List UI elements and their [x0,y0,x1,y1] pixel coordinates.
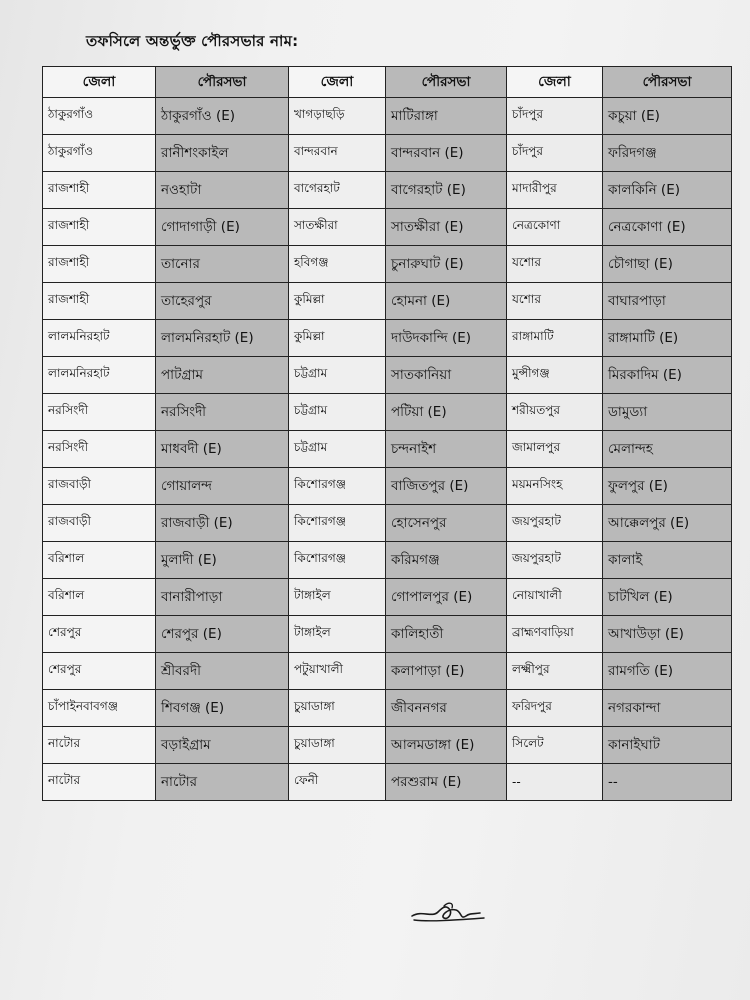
municipality-cell: গোয়ালন্দ [156,468,289,505]
district-cell: কিশোরগঞ্জ [289,468,386,505]
district-cell: পটুয়াখালী [289,653,386,690]
municipality-cell: কালকিনি (E) [603,172,732,209]
municipality-table [42,66,732,801]
municipality-cell: আখাউড়া (E) [603,616,732,653]
district-cell: রাজবাড়ী [43,468,156,505]
district-cell: রাজশাহী [43,172,156,209]
municipality-cell: কানাইঘাট [603,727,732,764]
table-row [43,579,732,616]
district-cell: কিশোরগঞ্জ [289,505,386,542]
header-municipality-2: পৌরসভা [386,67,507,98]
municipality-cell: কালাই [603,542,732,579]
district-cell: হবিগঞ্জ [289,246,386,283]
district-cell: ব্রাহ্মণবাড়িয়া [507,616,603,653]
municipality-cell: পরশুরাম (E) [386,764,507,801]
district-cell: মাদারীপুর [507,172,603,209]
municipality-cell: শিবগঞ্জ (E) [156,690,289,727]
municipality-cell: মাধবদী (E) [156,431,289,468]
district-cell: রাজশাহী [43,246,156,283]
table-row [43,690,732,727]
district-cell: কুমিল্লা [289,320,386,357]
district-cell: নাটোর [43,727,156,764]
table-row [43,357,732,394]
district-cell: জয়পুরহাট [507,505,603,542]
district-cell: লক্ষ্মীপুর [507,653,603,690]
district-cell: -- [507,764,603,801]
municipality-cell: কলাপাড়া (E) [386,653,507,690]
municipality-cell: আলমডাঙ্গা (E) [386,727,507,764]
municipality-cell: নওহাটা [156,172,289,209]
district-cell: জামালপুর [507,431,603,468]
table-row [43,505,732,542]
district-cell: ঠাকুরগাঁও [43,135,156,172]
district-cell: ঠাকুরগাঁও [43,98,156,135]
district-cell: খাগড়াছড়ি [289,98,386,135]
municipality-cell: সাতক্ষীরা (E) [386,209,507,246]
municipality-cell: নগরকান্দা [603,690,732,727]
district-cell: শেরপুর [43,616,156,653]
district-cell: কিশোরগঞ্জ [289,542,386,579]
municipality-cell: গোপালপুর (E) [386,579,507,616]
table-row [43,135,732,172]
municipality-cell: ফুলপুর (E) [603,468,732,505]
municipality-cell: সাতকানিয়া [386,357,507,394]
municipality-cell: ঠাকুরগাঁও (E) [156,98,289,135]
municipality-cell: চাটখিল (E) [603,579,732,616]
municipality-cell: করিমগঞ্জ [386,542,507,579]
municipality-cell: মেলান্দহ [603,431,732,468]
municipality-cell: রাজবাড়ী (E) [156,505,289,542]
district-cell: নাটোর [43,764,156,801]
district-cell: বরিশাল [43,579,156,616]
table-row [43,653,732,690]
municipality-cell: কালিহাতী [386,616,507,653]
municipality-cell: বাঘারপাড়া [603,283,732,320]
municipality-cell: আক্কেলপুর (E) [603,505,732,542]
district-cell: বাগেরহাট [289,172,386,209]
table-row [43,246,732,283]
municipality-cell: নরসিংদী [156,394,289,431]
municipality-cell: নাটোর [156,764,289,801]
district-cell: যশোর [507,246,603,283]
municipality-cell: মিরকাদিম (E) [603,357,732,394]
district-cell: টাঙ্গাইল [289,579,386,616]
district-cell: নোয়াখালী [507,579,603,616]
municipality-cell: হোমনা (E) [386,283,507,320]
municipality-cell: বাগেরহাট (E) [386,172,507,209]
district-cell: চট্টগ্রাম [289,357,386,394]
district-cell: ময়মনসিংহ [507,468,603,505]
district-cell: রাজশাহী [43,283,156,320]
header-municipality-3: পৌরসভা [603,67,732,98]
municipality-cell: চৌগাছা (E) [603,246,732,283]
table-row [43,98,732,135]
municipality-cell: নেত্রকোণা (E) [603,209,732,246]
table-row [43,468,732,505]
district-cell: লালমনিরহাট [43,357,156,394]
table-row [43,209,732,246]
district-cell: রাজশাহী [43,209,156,246]
table-row [43,320,732,357]
district-cell: চট্টগ্রাম [289,431,386,468]
district-cell: চট্টগ্রাম [289,394,386,431]
table-row [43,764,732,801]
district-cell: সিলেট [507,727,603,764]
district-cell: রাঙ্গামাটি [507,320,603,357]
district-cell: মুন্সীগঞ্জ [507,357,603,394]
municipality-cell: শেরপুর (E) [156,616,289,653]
district-cell: চুয়াডাঙ্গা [289,690,386,727]
district-cell: কুমিল্লা [289,283,386,320]
district-cell: বান্দরবান [289,135,386,172]
municipality-cell: রানীশংকাইল [156,135,289,172]
table-row [43,727,732,764]
district-cell: রাজবাড়ী [43,505,156,542]
municipality-cell: বড়াইগ্রাম [156,727,289,764]
header-district-1: জেলা [43,67,156,98]
page-title: তফসিলে অন্তর্ভুক্ত পৌরসভার নাম: [86,32,299,50]
district-cell: চাঁদপুর [507,98,603,135]
municipality-cell: -- [603,764,732,801]
district-cell: যশোর [507,283,603,320]
district-cell: শেরপুর [43,653,156,690]
municipality-cell: পটিয়া (E) [386,394,507,431]
municipality-cell: জীবননগর [386,690,507,727]
municipality-cell: লালমনিরহাট (E) [156,320,289,357]
signature [408,898,488,928]
district-cell: ফেনী [289,764,386,801]
municipality-cell: ডামুড্যা [603,394,732,431]
district-cell: ফরিদপুর [507,690,603,727]
district-cell: চাঁপাইনবাবগঞ্জ [43,690,156,727]
district-cell: টাঙ্গাইল [289,616,386,653]
table-header-row [43,67,732,98]
municipality-cell: চন্দনাইশ [386,431,507,468]
municipality-cell: তাহেরপুর [156,283,289,320]
municipality-cell: হোসেনপুর [386,505,507,542]
district-cell: চুয়াডাঙ্গা [289,727,386,764]
table-row [43,431,732,468]
municipality-cell: তানোর [156,246,289,283]
municipality-cell: বানারীপাড়া [156,579,289,616]
district-cell: নরসিংদী [43,394,156,431]
district-cell: বরিশাল [43,542,156,579]
header-district-2: জেলা [289,67,386,98]
municipality-cell: বান্দরবান (E) [386,135,507,172]
municipality-cell: রামগতি (E) [603,653,732,690]
district-cell: জয়পুরহাট [507,542,603,579]
municipality-cell: ফরিদগঞ্জ [603,135,732,172]
district-cell: লালমনিরহাট [43,320,156,357]
municipality-cell: চুনারুঘাট (E) [386,246,507,283]
district-cell: নরসিংদী [43,431,156,468]
municipality-cell: দাউদকান্দি (E) [386,320,507,357]
district-cell: শরীয়তপুর [507,394,603,431]
table-row [43,283,732,320]
municipality-cell: গোদাগাড়ী (E) [156,209,289,246]
municipality-cell: শ্রীবরদী [156,653,289,690]
municipality-cell: বাজিতপুর (E) [386,468,507,505]
header-municipality-1: পৌরসভা [156,67,289,98]
district-cell: সাতক্ষীরা [289,209,386,246]
table-row [43,616,732,653]
table-row [43,394,732,431]
municipality-cell: কচুয়া (E) [603,98,732,135]
municipality-cell: মাটিরাঙ্গা [386,98,507,135]
district-cell: চাঁদপুর [507,135,603,172]
district-cell: নেত্রকোণা [507,209,603,246]
municipality-cell: পাটগ্রাম [156,357,289,394]
header-district-3: জেলা [507,67,603,98]
municipality-cell: মুলাদী (E) [156,542,289,579]
table-row [43,172,732,209]
table-body [43,98,732,801]
table-row [43,542,732,579]
municipality-cell: রাঙ্গামাটি (E) [603,320,732,357]
